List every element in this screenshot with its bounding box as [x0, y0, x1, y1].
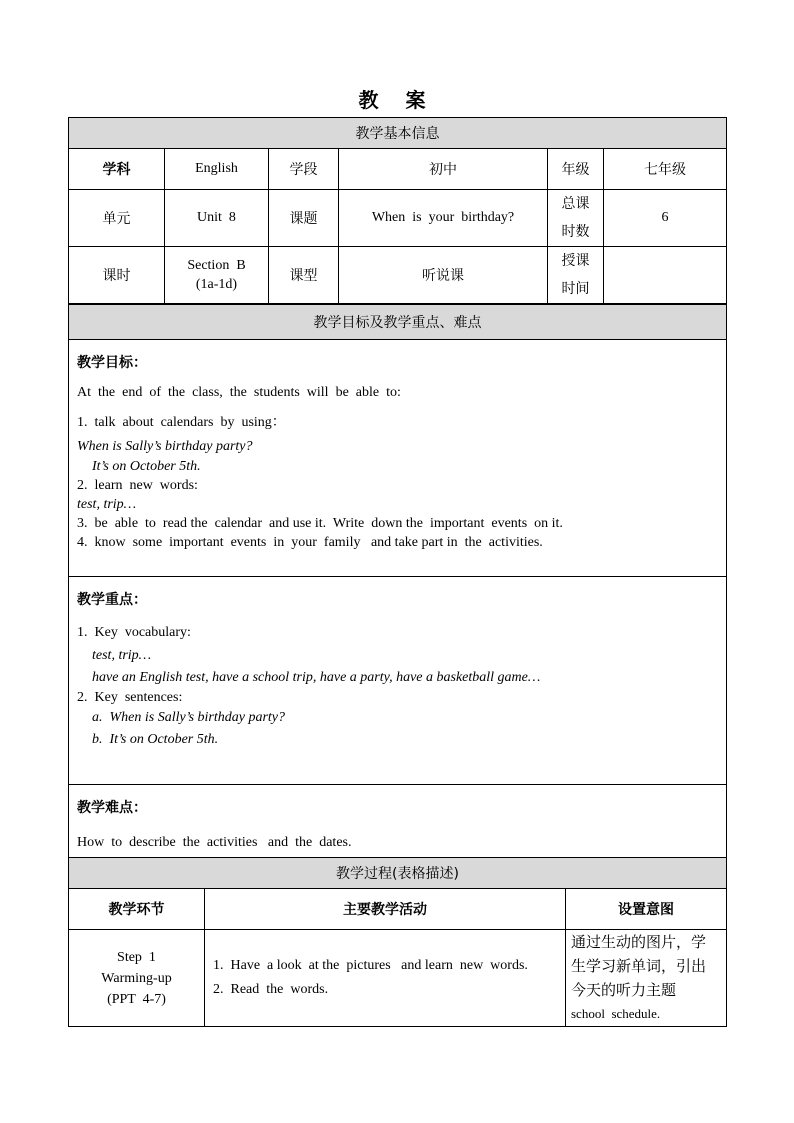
step1-name-line1: Step 1 — [117, 949, 156, 965]
key-point-2-a: a. When is Sally’s birthday party? — [92, 710, 286, 725]
goals-header: 教学目标及教学重点、难点 — [69, 305, 727, 340]
teaching-goals-cell — [69, 340, 727, 577]
teach-time-label-line1: 授课 — [561, 253, 590, 269]
step1-activity-1: 1. Have a look at the pictures and learn new words. — [213, 958, 528, 973]
basic-info-header: 教学基本信息 — [69, 118, 727, 149]
topic-value: When is your birthday? — [339, 190, 548, 247]
goal-item-1: 1. talk about calendars by using： — [77, 415, 286, 430]
total-hours-label-line1: 总课 — [561, 196, 590, 212]
period-value-line2: (1a-1d) — [195, 277, 238, 292]
goal-item-2-words: test, trip… — [77, 497, 137, 512]
period-value-line1: Section B — [187, 258, 246, 273]
teach-time-value — [604, 247, 727, 304]
lesson-type-value: 听说课 — [339, 247, 548, 304]
key-point-2: 2. Key sentences: — [77, 690, 183, 705]
step1-intent-line3: 今天的听力主题 — [571, 981, 677, 999]
goal-item-3: 3. be able to read the calendar and use it. Write down the important events on it. — [77, 516, 563, 531]
step1-intent-line1: 通过生动的图片，学 — [571, 933, 707, 951]
process-col-step: 教学环节 — [69, 889, 205, 930]
topic-label: 课题 — [269, 190, 339, 247]
document-title: 教 案 — [358, 88, 436, 112]
process-col-activity: 主要教学活动 — [205, 889, 566, 930]
total-hours-value: 6 — [604, 190, 727, 247]
goal-item-1-answer: It’s on October 5th. — [92, 459, 201, 474]
subject-label: 学科 — [69, 149, 165, 190]
goals-intro: At the end of the class, the students will be able to: — [77, 385, 401, 400]
step1-name-line2: Warming-up — [101, 970, 172, 986]
process-table — [68, 857, 727, 1027]
subject-value: English — [165, 149, 269, 190]
stage-value: 初中 — [339, 149, 548, 190]
difficult-points-heading: 教学难点： — [77, 800, 147, 816]
goals-heading: 教学目标： — [77, 355, 147, 371]
stage-label: 学段 — [269, 149, 339, 190]
difficult-points-cell — [69, 785, 727, 858]
goal-item-2: 2. learn new words: — [77, 478, 198, 493]
step1-activity-2: 2. Read the words. — [213, 982, 329, 997]
process-col-intent: 设置意图 — [566, 889, 727, 930]
process-header: 教学过程(表格描述) — [69, 858, 727, 889]
key-points-heading: 教学重点： — [77, 592, 147, 608]
key-point-1: 1. Key vocabulary: — [77, 625, 191, 640]
key-points-cell — [69, 577, 727, 785]
step1-intent-line4: school schedule. — [571, 1006, 661, 1021]
step1-activities — [205, 930, 566, 1027]
total-hours-label — [548, 190, 604, 247]
key-point-1-words: test, trip… — [92, 648, 152, 663]
step1-name-line3: (PPT 4-7) — [107, 991, 166, 1007]
key-point-1-phrases: have an English test, have a school trip, have a party, have a basketball game… — [92, 670, 541, 685]
step1-intent-line2: 生学习新单词，引出 — [571, 957, 707, 975]
teach-time-label — [548, 247, 604, 304]
step1-intent — [566, 930, 727, 1027]
unit-label: 单元 — [69, 190, 165, 247]
teach-time-label-line2: 时间 — [561, 281, 590, 297]
period-label: 课时 — [69, 247, 165, 304]
grade-value: 七年级 — [604, 149, 727, 190]
period-value — [165, 247, 269, 304]
total-hours-label-line2: 时数 — [561, 224, 590, 240]
difficult-points-text: How to describe the activities and the dates. — [77, 835, 352, 850]
goal-item-4: 4. know some important events in your family and take part in the activities. — [77, 535, 543, 550]
basic-info-table — [68, 117, 727, 304]
grade-label: 年级 — [548, 149, 604, 190]
goals-table — [68, 304, 727, 858]
step1-name — [69, 930, 205, 1027]
goal-item-1-question: When is Sally’s birthday party? — [77, 439, 253, 454]
key-point-2-b: b. It’s on October 5th. — [92, 732, 219, 747]
unit-value: Unit 8 — [165, 190, 269, 247]
lesson-type-label: 课型 — [269, 247, 339, 304]
